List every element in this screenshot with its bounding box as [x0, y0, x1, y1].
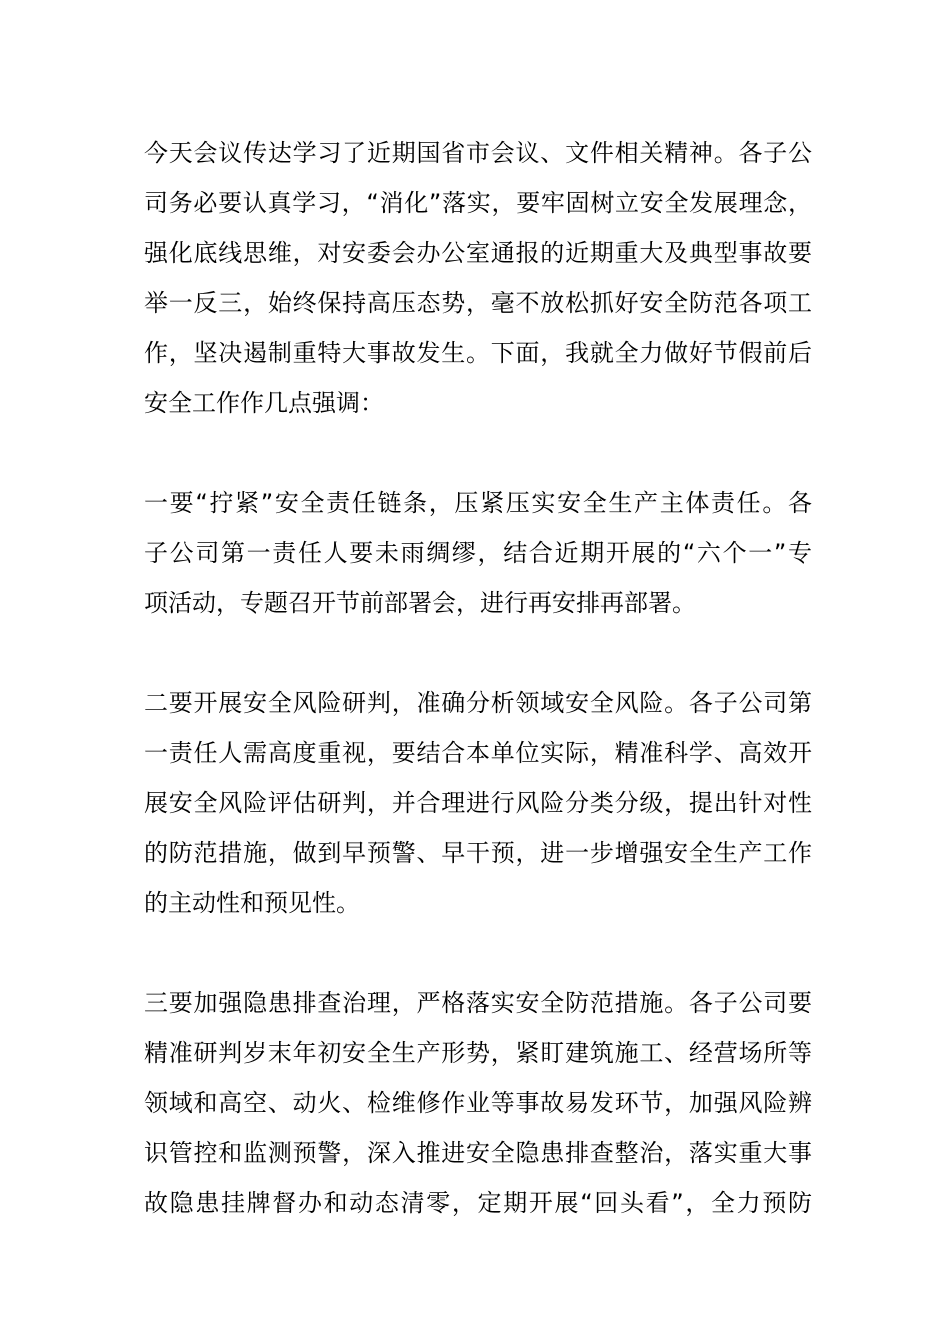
paragraph-point-two	[144, 678, 812, 928]
text-line: 三要加强隐患排查治理，严格落实安全防范措施。各子公司要	[144, 989, 812, 1017]
text-line: 安全工作作几点强调：	[144, 389, 384, 417]
text-line: 一责任人需高度重视，要结合本单位实际，精准科学、高效开	[144, 739, 812, 767]
paragraph-point-one	[144, 478, 812, 628]
text-line: 一要“拧紧”安全责任链条，压紧压实安全生产主体责任。各	[144, 489, 812, 517]
text-line: 强化底线思维，对安委会办公室通报的近期重大及典型事故要	[144, 239, 812, 267]
text-line: 展安全风险评估研判，并合理进行风险分类分级，提出针对性	[144, 789, 812, 817]
text-line: 项活动，专题召开节前部署会，进行再安排再部署。	[144, 589, 696, 617]
text-line: 今天会议传达学习了近期国省市会议、文件相关精神。各子公	[144, 139, 812, 167]
text-line: 二要开展安全风险研判，准确分析领域安全风险。各子公司第	[144, 689, 812, 717]
text-line: 作，坚决遏制重特大事故发生。下面，我就全力做好节假前后	[144, 339, 812, 367]
text-line: 领域和高空、动火、检维修作业等事故易发环节，加强风险辨	[144, 1089, 812, 1117]
paragraph-point-three	[144, 978, 812, 1228]
text-line: 的防范措施，做到早预警、早干预，进一步增强安全生产工作	[144, 839, 812, 867]
text-line: 精准研判岁末年初安全生产形势，紧盯建筑施工、经营场所等	[144, 1039, 812, 1067]
document-body	[144, 128, 812, 1278]
text-line: 子公司第一责任人要未雨绸缪，结合近期开展的“六个一”专	[144, 539, 812, 567]
text-line: 司务必要认真学习，“消化”落实，要牢固树立安全发展理念，	[144, 189, 812, 217]
paragraph-intro	[144, 128, 812, 428]
text-line: 举一反三，始终保持高压态势，毫不放松抓好安全防范各项工	[144, 289, 812, 317]
text-line: 识管控和监测预警，深入推进安全隐患排查整治，落实重大事	[144, 1139, 812, 1167]
text-line: 故隐患挂牌督办和动态清零，定期开展“回头看”，全力预防	[144, 1189, 812, 1217]
text-line: 的主动性和预见性。	[144, 889, 360, 917]
